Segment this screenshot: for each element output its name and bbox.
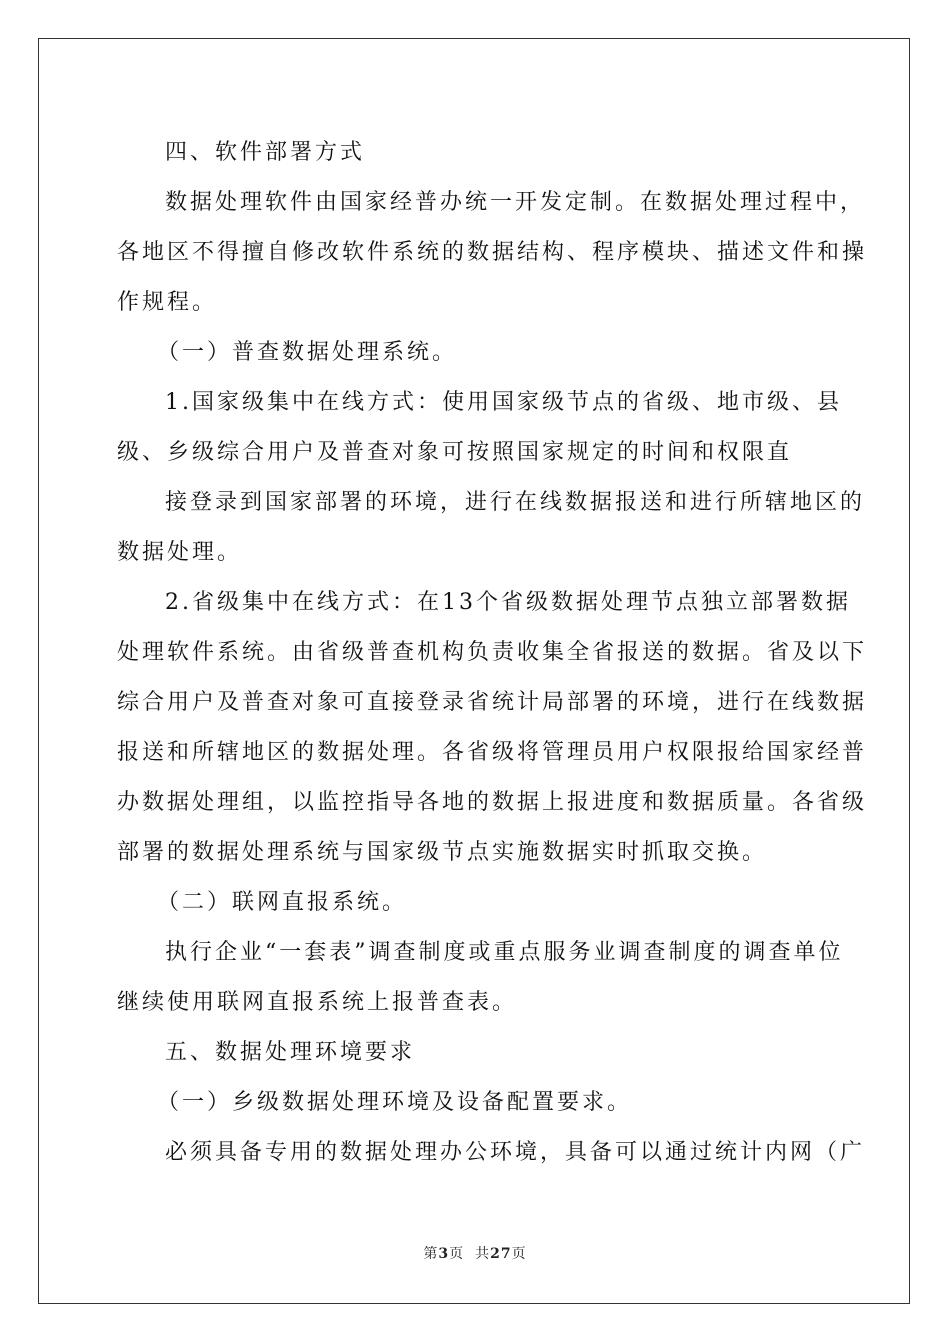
section-heading: 四、软件部署方式 [165, 140, 366, 165]
paragraph-line: 作规程。 [117, 290, 218, 315]
page-footer [0, 1243, 950, 1263]
subsection-heading: （一）普查数据处理系统。 [157, 340, 458, 365]
document-body [117, 128, 868, 1178]
subsection-heading: （二）联网直报系统。 [157, 890, 408, 915]
paragraph-line: 办数据处理组，以监控指导各地的数据上报进度和数据质量。各省级 [117, 790, 868, 815]
footer-prefix: 第 [423, 1246, 439, 1262]
paragraph-line: 各地区不得擅自修改软件系统的数据结构、程序模块、描述文件和操 [117, 240, 868, 265]
paragraph-line: 接登录到国家部署的环境，进行在线数据报送和进行所辖地区的 [165, 490, 866, 515]
footer-suffix: 页 [511, 1246, 527, 1262]
subsection-heading: （一）乡级数据处理环境及设备配置要求。 [157, 1090, 633, 1115]
paragraph-line: 必须具备专用的数据处理办公环境，具备可以通过统计内网（广 [165, 1140, 866, 1165]
paragraph-line: 继续使用联网直报系统上报普查表。 [117, 990, 518, 1015]
total-pages-number: 27 [490, 1246, 512, 1262]
current-page-number: 3 [438, 1246, 450, 1262]
section-heading: 五、数据处理环境要求 [165, 1040, 416, 1065]
footer-mid: 页 共 [449, 1246, 491, 1262]
paragraph-line: 处理软件系统。由省级普查机构负责收集全省报送的数据。省及以下 [117, 640, 868, 665]
paragraph-line: 数据处理软件由国家经普办统一开发定制。在数据处理过程中， [165, 190, 866, 215]
paragraph-line: 级、乡级综合用户及普查对象可按照国家规定的时间和权限直 [117, 440, 793, 465]
paragraph-line: 2.省级集中在线方式：在13个省级数据处理节点独立部署数据 [165, 590, 851, 615]
paragraph-line: 1.国家级集中在线方式：使用国家级节点的省级、地市级、县 [165, 390, 842, 415]
paragraph-line: 报送和所辖地区的数据处理。各省级将管理员用户权限报给国家经普 [117, 740, 868, 765]
paragraph-line: 综合用户及普查对象可直接登录省统计局部署的环境，进行在线数据 [117, 690, 868, 715]
paragraph-line: 执行企业“一套表”调查制度或重点服务业调查制度的调查单位 [165, 940, 844, 965]
paragraph-line: 数据处理。 [117, 540, 243, 565]
paragraph-line: 部署的数据处理系统与国家级节点实施数据实时抓取交换。 [117, 840, 768, 865]
